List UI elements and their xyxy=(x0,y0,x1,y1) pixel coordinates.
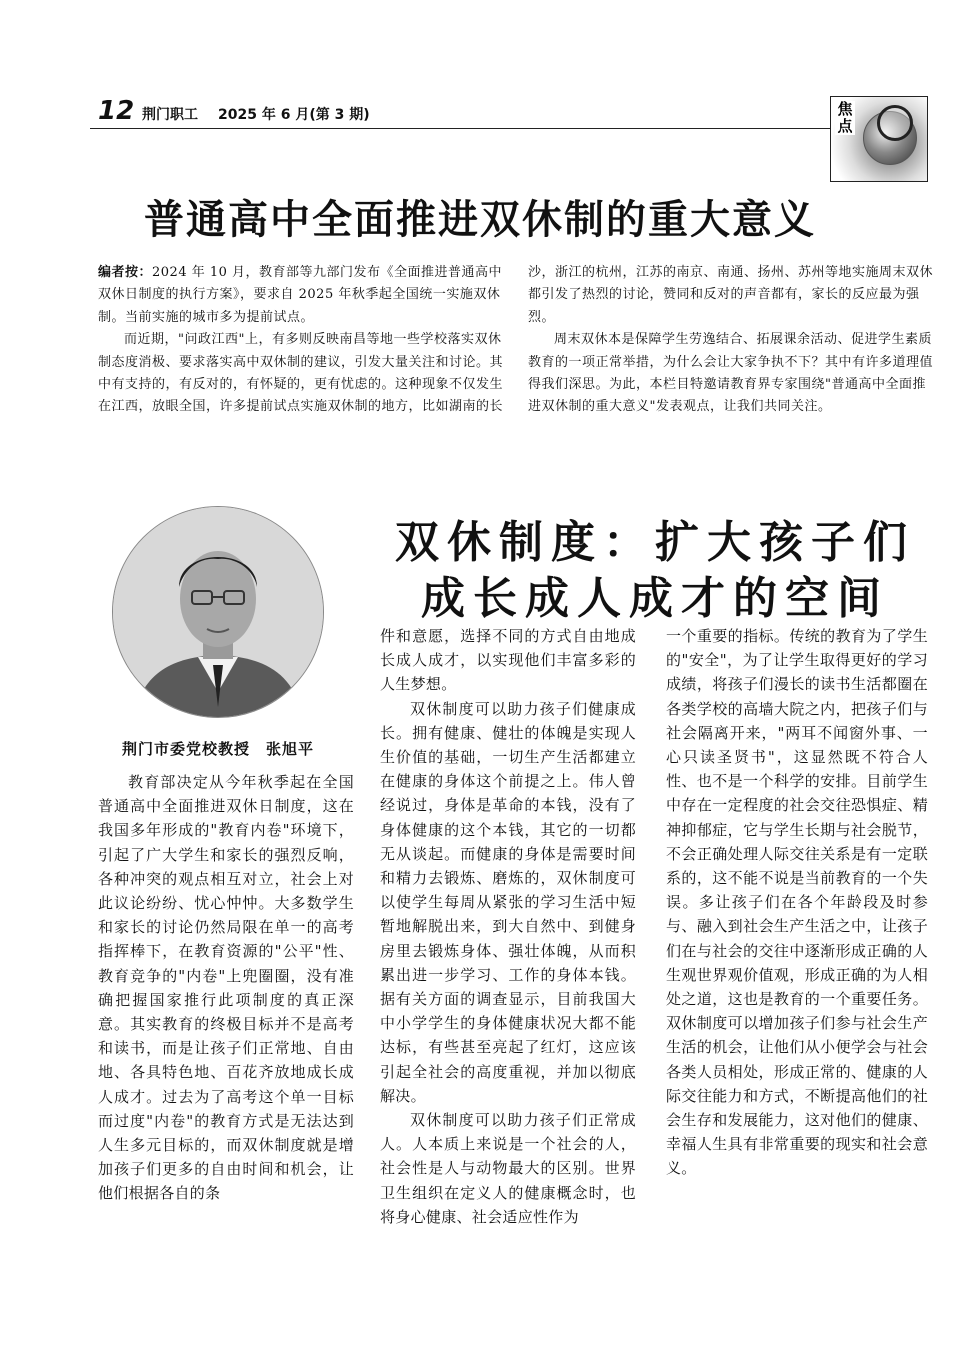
article-paragraph: 双休制度可以助力孩子们正常成人。人本质上来说是一个社会的人，社会性是人与动物最大的区别。世界卫生组织在定义人的健康概念时，也将身心健康、社会适应性作为 xyxy=(380,1111,636,1226)
badge-label: 焦点 xyxy=(835,101,855,135)
header-divider xyxy=(90,128,830,129)
editor-note-paragraph: 而近期，"问政江西"上，有多则反映南昌等地一些学校落实双休制态度消极、要求落实高中双休制的建议，引发大量关注和讨论。其中有支持的，有反对的，有怀疑的，更有忧虑的。这种现象不仅发生在江西，放眼全国，许多提前试点实施双休制的地方，比如湖南的长 xyxy=(98,332,504,415)
article-column-1 xyxy=(98,770,354,1206)
editor-note-right xyxy=(528,262,938,419)
article-subtitle-line1: 双休制度：扩大孩子们 xyxy=(395,517,915,568)
article-column-2 xyxy=(380,624,636,1229)
focus-badge xyxy=(830,96,928,182)
article-paragraph: 教育部决定从今年秋季起在全国普通高中全面推进双休日制度，这在我国多年形成的"教育内卷"环境下，引起了广大学生和家长的强烈反响，各种冲突的观点相互对立，社会上对此议论纷纷、忧心忡忡。大多数学生和家长的讨论仍然局限在单一的高考指挥棒下，在教育资源的"公平"性、教育竞争的"内卷"上兜圈圈，没有准确把握国家推行此项制度的真正深意。其实教育的终极目标并不是高考和读书，而是让孩子们正常地、自由地、各具特色地、百花齐放地成长成人成才。过去为了高考这个单一目标而过度"内卷"的教育方式是无法达到人生多元目标的，而双休制度就是增加孩子们更多的自由时间和机会，让他们根据各自的条 xyxy=(98,773,354,1203)
publication-name: 荆门职工 xyxy=(142,107,198,123)
article-paragraph: 一个重要的指标。传统的教育为了学生的"安全"，为了让学生取得更好的学习成绩，将孩子们漫长的读书生活都圈在各类学校的高墙大院之内，把孩子们与社会隔离开来，"两耳不闻窗外事、一心只读圣贤书"，这显然既不符合人性、也不是一个科学的安排。目前学生中存在一定程度的社会交往恐惧症、精神抑郁症，它与学生长期与社会脱节，不会正确处理人际交往关系是有一定联系的，这不能不说是当前教育的一个失误。多让孩子们在各个年龄段及时参与、融入到社会生产生活之中，让孩子们在与社会的交往中逐渐形成正确的人生观世界观价值观，形成正确的为人相处之道，这也是教育的一个重要任务。双休制度可以增加孩子们参与社会生产生活的机会，让他们从小便学会与社会各类人员相处，形成正常的、健康的人际交往能力和方式，不断提高他们的社会生存和发展能力，这对他们的健康、幸福人生具有非常重要的现实和社会意义。 xyxy=(666,627,928,1178)
author-portrait xyxy=(112,506,324,718)
page-title: 普通高中全面推进双休制的重大意义 xyxy=(144,197,816,243)
article-paragraph: 件和意愿，选择不同的方式自由地成长成人成才，以实现他们丰富多彩的人生梦想。 xyxy=(380,627,636,694)
editor-note-text: 2024 年 10 月，教育部等九部门发布《全面推进普通高中双休日制度的执行方案》，要求自 2025 年秋季起全国统一实施双休制。当前实施的城市多为提前试点。 xyxy=(98,265,503,325)
page-header xyxy=(98,96,838,126)
article-column-3 xyxy=(666,624,928,1181)
editor-note-paragraph: 沙，浙江的杭州，江苏的南京、南通、扬州、苏州等地实施周末双休都引发了热烈的讨论，赞同和反对的声音都有，家长的反应最为强烈。 xyxy=(528,265,934,325)
editor-note-paragraph: 周末双休本是保障学生劳逸结合、拓展课余活动、促进学生素质教育的一项正常举措，为什么会让大家争执不下？其中有许多道理值得我们深思。为此，本栏目特邀请教育界专家围绕"普通高中全面推进双休制的重大意义"发表观点，让我们共同关注。 xyxy=(528,332,934,415)
article-subtitle-line2: 成长成人成才的空间 xyxy=(421,573,889,624)
article-paragraph: 双休制度可以助力孩子们健康成长。拥有健康、健壮的体魄是实现人生价值的基础，一切生产生活都建立在健康的身体这个前提之上。伟人曾经说过，身体是革命的本钱，没有了身体健康的这个本钱，其它的一切都无从谈起。而健康的身体是需要时间和精力去锻炼、磨炼的，双休制度可以使学生每周从紧张的学习生活中短暂地解脱出来，到大自然中、到健身房里去锻炼身体、强壮体魄，从而积累出进一步学习、工作的身体本钱。据有关方面的调查显示，目前我国大中小学学生的身体健康状况大都不能达标，有些甚至亮起了红灯，这应该引起全社会的高度重视，并加以彻底解决。 xyxy=(380,699,636,1105)
page-number: 12 xyxy=(98,96,135,126)
editor-note-left xyxy=(98,262,506,419)
editor-note-label: 编者按： xyxy=(98,265,153,280)
author-photo-image xyxy=(113,507,323,717)
issue-date: 2025 年 6 月(第 3 期) xyxy=(218,107,370,123)
magnifier-icon xyxy=(877,105,913,141)
author-caption: 荆门市委党校教授 张旭平 xyxy=(121,740,314,758)
editor-note-paragraph xyxy=(98,262,506,329)
